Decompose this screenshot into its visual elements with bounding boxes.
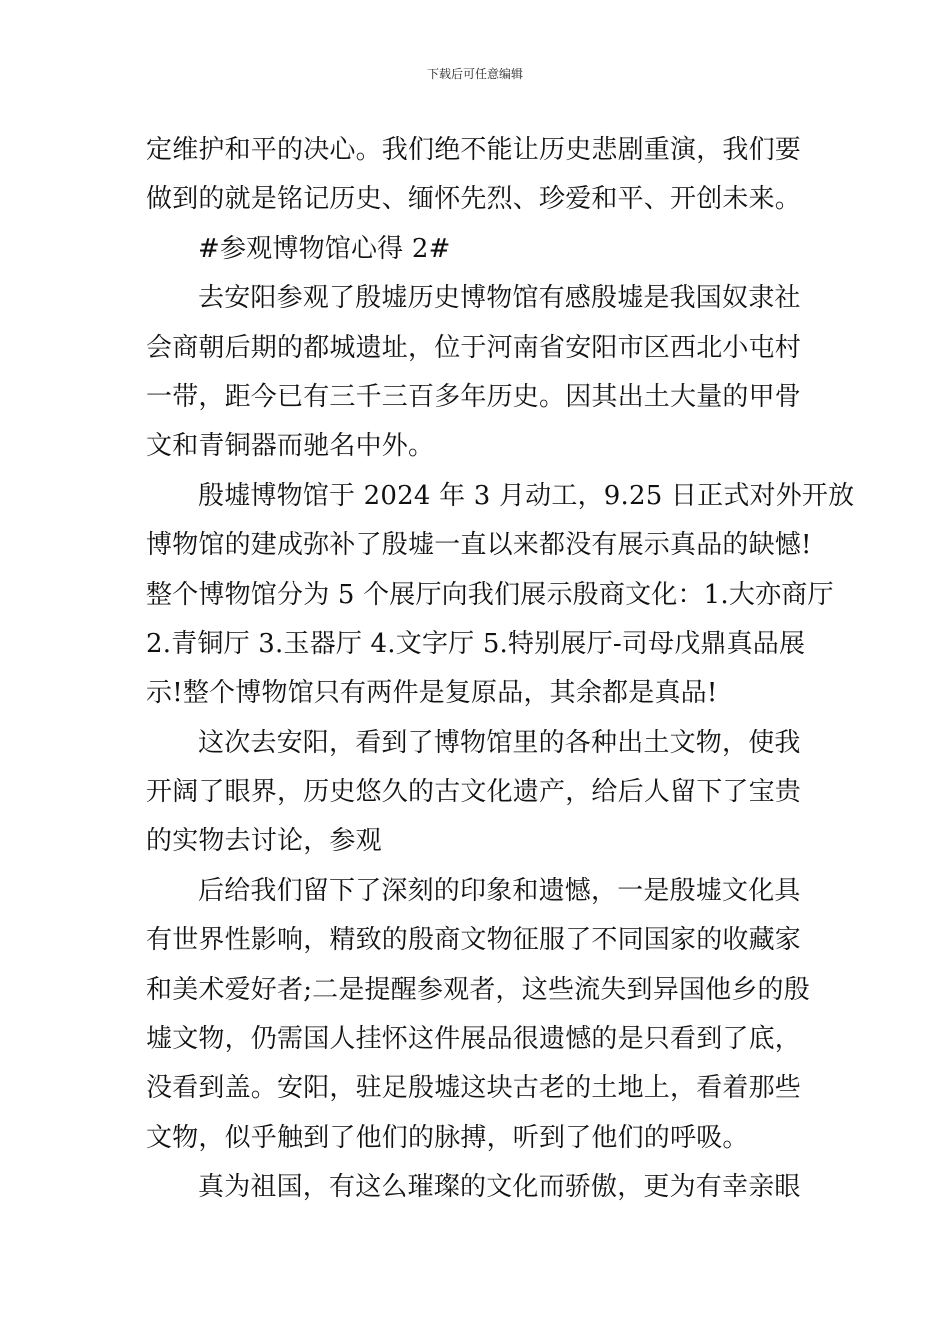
text-line: 一带，距今已有三千三百多年历史。因其出土大量的甲骨 <box>146 381 802 412</box>
section-heading: #参观博物馆心得 2# <box>198 233 451 264</box>
paragraph-start-line: 真为祖国，有这么璀璨的文化而骄傲，更为有幸亲眼 <box>198 1172 801 1203</box>
paragraph-start-line: 去安阳参观了殷墟历史博物馆有感殷墟是我国奴隶社 <box>198 283 801 314</box>
text-line: 做到的就是铭记历史、缅怀先烈、珍爱和平、开创未来。 <box>146 184 802 215</box>
text-line: 文和青铜器而驰名中外。 <box>146 431 435 462</box>
text-line: 没看到盖。安阳，驻足殷墟这块古老的土地上，看着那些 <box>146 1073 802 1104</box>
text-line: 2.青铜厅 3.玉器厅 4.文字厅 5.特别展厅-司母戊鼎真品展 <box>146 628 806 659</box>
text-line: 的实物去讨论，参观 <box>146 826 382 857</box>
text-line: 博物馆的建成弥补了殷墟一直以来都没有展示真品的缺憾! <box>146 530 812 561</box>
page-header-note: 下载后可任意编辑 <box>426 67 523 81</box>
text-line: 和美术爱好者;二是提醒参观者，这些流失到异国他乡的殷 <box>146 974 810 1005</box>
paragraph-start-line: 后给我们留下了深刻的印象和遗憾，一是殷墟文化具 <box>198 875 801 906</box>
text-line: 定维护和平的决心。我们绝不能让历史悲剧重演，我们要 <box>146 135 802 165</box>
document-body <box>146 126 855 1213</box>
text-line: 文物，似乎触到了他们的脉搏，听到了他们的呼吸。 <box>146 1122 749 1153</box>
paragraph-start-line: 这次去安阳，看到了博物馆里的各种出土文物，使我 <box>198 727 801 758</box>
text-line: 示!整个博物馆只有两件是复原品，其余都是真品! <box>146 678 718 709</box>
text-line: 整个博物馆分为 5 个展厅向我们展示殷商文化：1.大亦商厅 <box>146 579 834 610</box>
text-line: 有世界性影响，精致的殷商文物征服了不同国家的收藏家 <box>146 925 802 956</box>
paragraph-start-line: 殷墟博物馆于 2024 年 3 月动工，9.25 日正式对外开放 <box>198 480 855 511</box>
text-line: 开阔了眼界，历史悠久的古文化遗产，给后人留下了宝贵 <box>146 777 802 808</box>
text-line: 会商朝后期的都城遗址，位于河南省安阳市区西北小屯村 <box>146 332 802 363</box>
text-line: 墟文物，仍需国人挂怀这件展品很遗憾的是只看到了底， <box>146 1024 802 1055</box>
